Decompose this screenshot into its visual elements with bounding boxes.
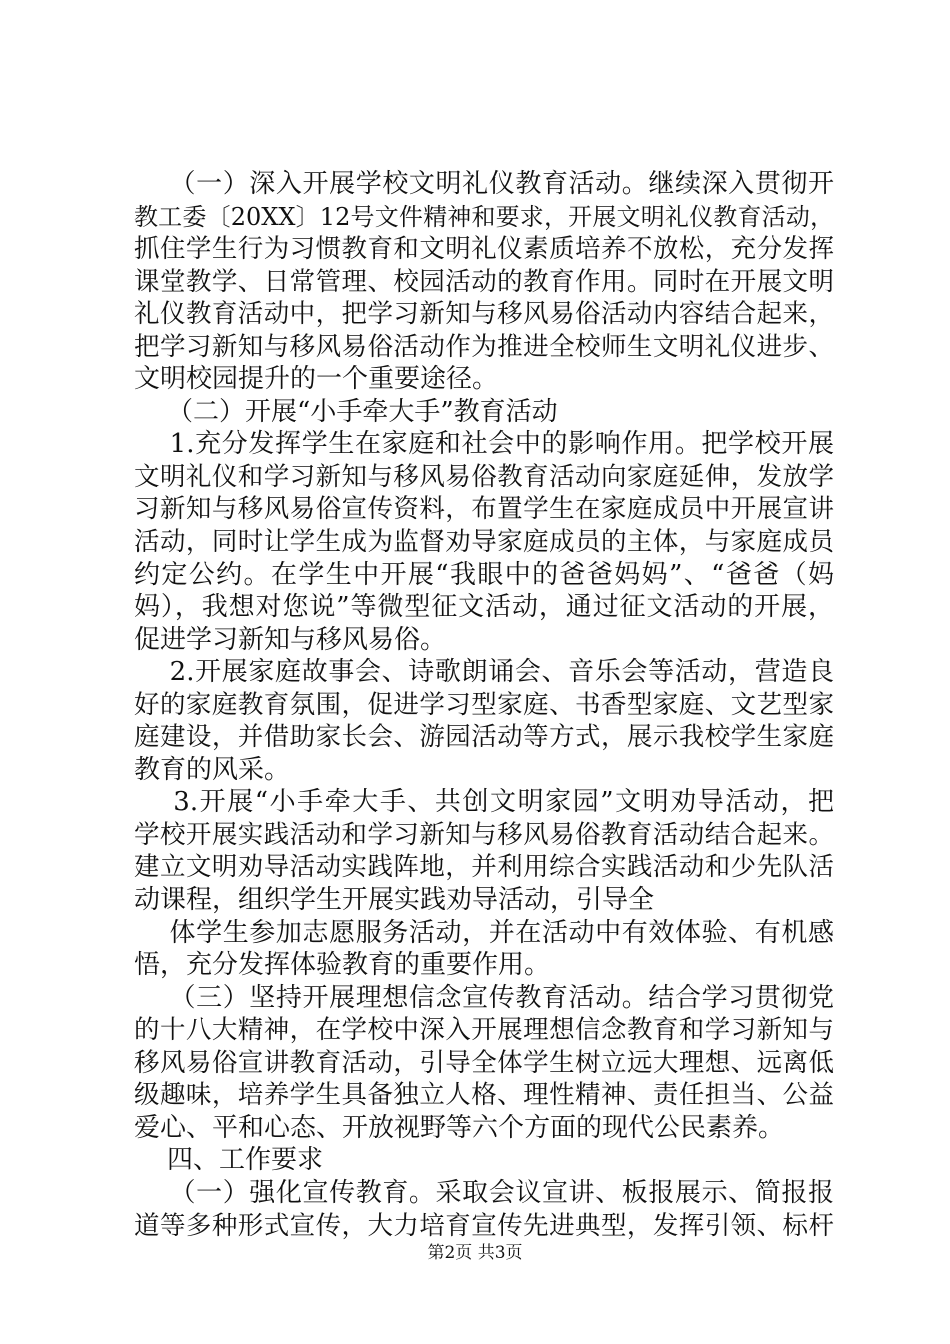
text-line: （三）坚持开展理想信念宣传教育活动。结合学习贯彻党: [134, 982, 834, 1013]
text-line: （一）强化宣传教育。采取会议宣讲、板报展示、简报报: [134, 1177, 834, 1208]
text-line: 2.开展家庭故事会、诗歌朗诵会、音乐会等活动，营造良: [134, 657, 834, 688]
text-line: 教育的风采。: [134, 754, 291, 785]
text-line: 移风易俗宣讲教育活动，引导全体学生树立远大理想、远离低: [134, 1047, 834, 1078]
text-line: 动课程，组织学生开展实践劝导活动，引导全: [134, 885, 655, 916]
document-body: [134, 168, 834, 1242]
text-line: 活动，同时让学生成为监督劝导家庭成员的主体，与家庭成员: [134, 527, 834, 558]
text-line: 抓住学生行为习惯教育和文明礼仪素质培养不放松，充分发挥: [134, 234, 834, 265]
text-line: 体学生参加志愿服务活动，并在活动中有效体验、有机感: [134, 917, 834, 948]
text-line: 道等多种形式宣传，大力培育宣传先进典型，发挥引领、标杆: [134, 1210, 834, 1241]
text-line: 课堂教学、日常管理、校园活动的教育作用。同时在开展文明: [134, 266, 834, 297]
text-line: 学校开展实践活动和学习新知与移风易俗教育活动结合起来。: [134, 819, 834, 850]
text-line: 教工委〔20XX〕12号文件精神和要求，开展文明礼仪教育活动，: [134, 202, 834, 231]
text-line: （一）深入开展学校文明礼仪教育活动。继续深入贯彻开: [134, 169, 834, 199]
text-line: 妈），我想对您说”等微型征文活动，通过征文活动的开展，: [134, 592, 834, 623]
text-line: 悟，充分发挥体验教育的重要作用。: [134, 950, 551, 981]
text-line: 爱心、平和心态、开放视野等六个方面的现代公民素养。: [134, 1112, 785, 1143]
text-line: 礼仪教育活动中，把学习新知与移风易俗活动内容结合起来，: [134, 299, 834, 330]
page-number-footer: 第2页 共3页: [427, 1243, 523, 1263]
section-heading: 四、工作要求: [134, 1145, 324, 1176]
text-line: 庭建设，并借助家长会、游园活动等方式，展示我校学生家庭: [134, 722, 834, 753]
text-line: 把学习新知与移风易俗活动作为推进全校师生文明礼仪进步、: [134, 331, 834, 362]
text-line: 促进学习新知与移风易俗。: [134, 624, 447, 655]
text-line: 习新知与移风易俗宣传资料，布置学生在家庭成员中开展宣讲: [134, 494, 834, 525]
section-heading: （二）开展“小手牵大手”教育活动: [134, 396, 558, 427]
text-line: 的十八大精神，在学校中深入开展理想信念教育和学习新知与: [134, 1015, 834, 1046]
text-line: 好的家庭教育氛围，促进学习型家庭、书香型家庭、文艺型家: [134, 689, 834, 720]
text-line: 文明校园提升的一个重要途径。: [134, 364, 499, 395]
text-line: 3.开展“小手牵大手、共创文明家园”文明劝导活动，把: [134, 787, 834, 818]
text-line: 1.充分发挥学生在家庭和社会中的影响作用。把学校开展: [134, 429, 834, 460]
text-line: 建立文明劝导活动实践阵地，并利用综合实践活动和少先队活: [134, 852, 834, 883]
text-line: 级趣味，培养学生具备独立人格、理性精神、责任担当、公益: [134, 1080, 834, 1111]
text-line: 约定公约。在学生中开展“我眼中的爸爸妈妈”、“爸爸（妈: [134, 559, 834, 590]
text-line: 文明礼仪和学习新知与移风易俗教育活动向家庭延伸，发放学: [134, 461, 834, 492]
